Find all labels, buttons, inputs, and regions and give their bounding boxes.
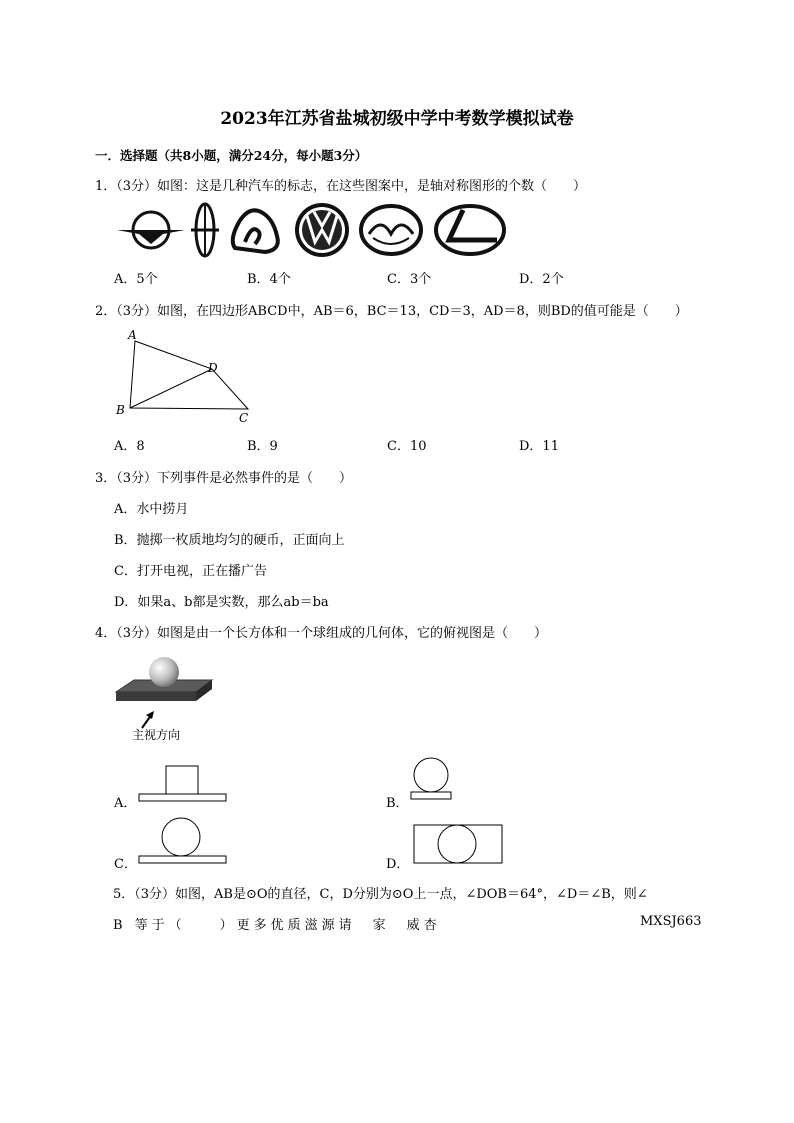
vertex-label-c: C bbox=[239, 411, 249, 425]
car-logos-figure bbox=[115, 200, 515, 260]
quadrilateral-figure bbox=[110, 325, 270, 425]
solid-figure bbox=[112, 652, 222, 732]
question-1-text: 1．（3分）如图：这是几种汽车的标志，在这些图案中，是轴对称图形的个数（ ） bbox=[95, 179, 587, 194]
vertex-label-b: B bbox=[116, 403, 125, 417]
question-5-line-2: B 等于（ ）更多优质滋源请 家 威杏 bbox=[113, 918, 441, 933]
question-2-text: 2．（3分）如图，在四边形ABCD中，AB＝6，BC＝13，CD＝3，AD＝8，则BD的值可能是（ ） bbox=[95, 304, 688, 319]
q4-option-c-figure bbox=[138, 818, 228, 864]
q2-option-b: B．9 bbox=[247, 439, 278, 454]
q1-option-c: C．3个 bbox=[387, 272, 432, 287]
q4-option-b: B． bbox=[386, 796, 409, 811]
vertex-label-d: D bbox=[208, 361, 218, 375]
badge-lexus-logo-icon bbox=[436, 206, 504, 254]
q2-option-d: D．11 bbox=[519, 439, 559, 454]
q3-option-b: B．抛掷一枚质地均匀的硬币，正面向上 bbox=[114, 533, 345, 548]
q4-option-a: A． bbox=[114, 796, 137, 811]
badge-mazda-logo-icon bbox=[361, 206, 421, 254]
q1-option-d: D．2个 bbox=[519, 272, 564, 287]
q1-option-a: A．5个 bbox=[114, 272, 158, 287]
question-5-line-1: 5．（3分）如图，AB是⊙O的直径，C，D分别为⊙O上一点，∠DOB＝64°，∠D＝∠B，则∠ bbox=[113, 887, 648, 902]
q4-option-d-figure bbox=[413, 824, 505, 866]
page-title: 2023年江苏省盐城初级中学中考数学模拟试卷 bbox=[220, 109, 574, 129]
q2-option-c: C．10 bbox=[387, 439, 427, 454]
section-heading: 一．选择题（共8小题，满分24分，每小题3分） bbox=[95, 148, 368, 163]
badge-vertical-oval-logo-icon bbox=[191, 204, 219, 256]
q3-option-a: A．水中捞月 bbox=[114, 502, 189, 517]
question-5-line-2-code: MXSJ663 bbox=[640, 914, 702, 929]
badge-s-shape-logo-icon bbox=[233, 210, 278, 252]
q2-option-a: A．8 bbox=[114, 439, 145, 454]
q4-option-d: D． bbox=[386, 857, 410, 872]
question-3-text: 3．（3分）下列事件是必然事件的是（ ） bbox=[95, 471, 353, 486]
badge-winged-logo-icon bbox=[117, 212, 185, 248]
q1-option-b: B．4个 bbox=[247, 272, 291, 287]
vertex-label-a: A bbox=[128, 328, 137, 342]
sphere bbox=[149, 657, 179, 687]
view-direction-caption: 主视方向 bbox=[132, 728, 181, 742]
q4-option-a-figure bbox=[138, 764, 228, 804]
q4-option-c: C． bbox=[114, 857, 137, 872]
q3-option-d: D．如果a、b都是实数，那么ab＝ba bbox=[114, 595, 329, 610]
q3-option-c: C．打开电视，正在播广告 bbox=[114, 564, 267, 579]
q4-option-b-figure bbox=[410, 758, 454, 803]
question-4-text: 4．（3分）如图是由一个长方体和一个球组成的几何体，它的俯视图是（ ） bbox=[95, 626, 548, 641]
badge-vw-logo-icon bbox=[295, 203, 349, 257]
